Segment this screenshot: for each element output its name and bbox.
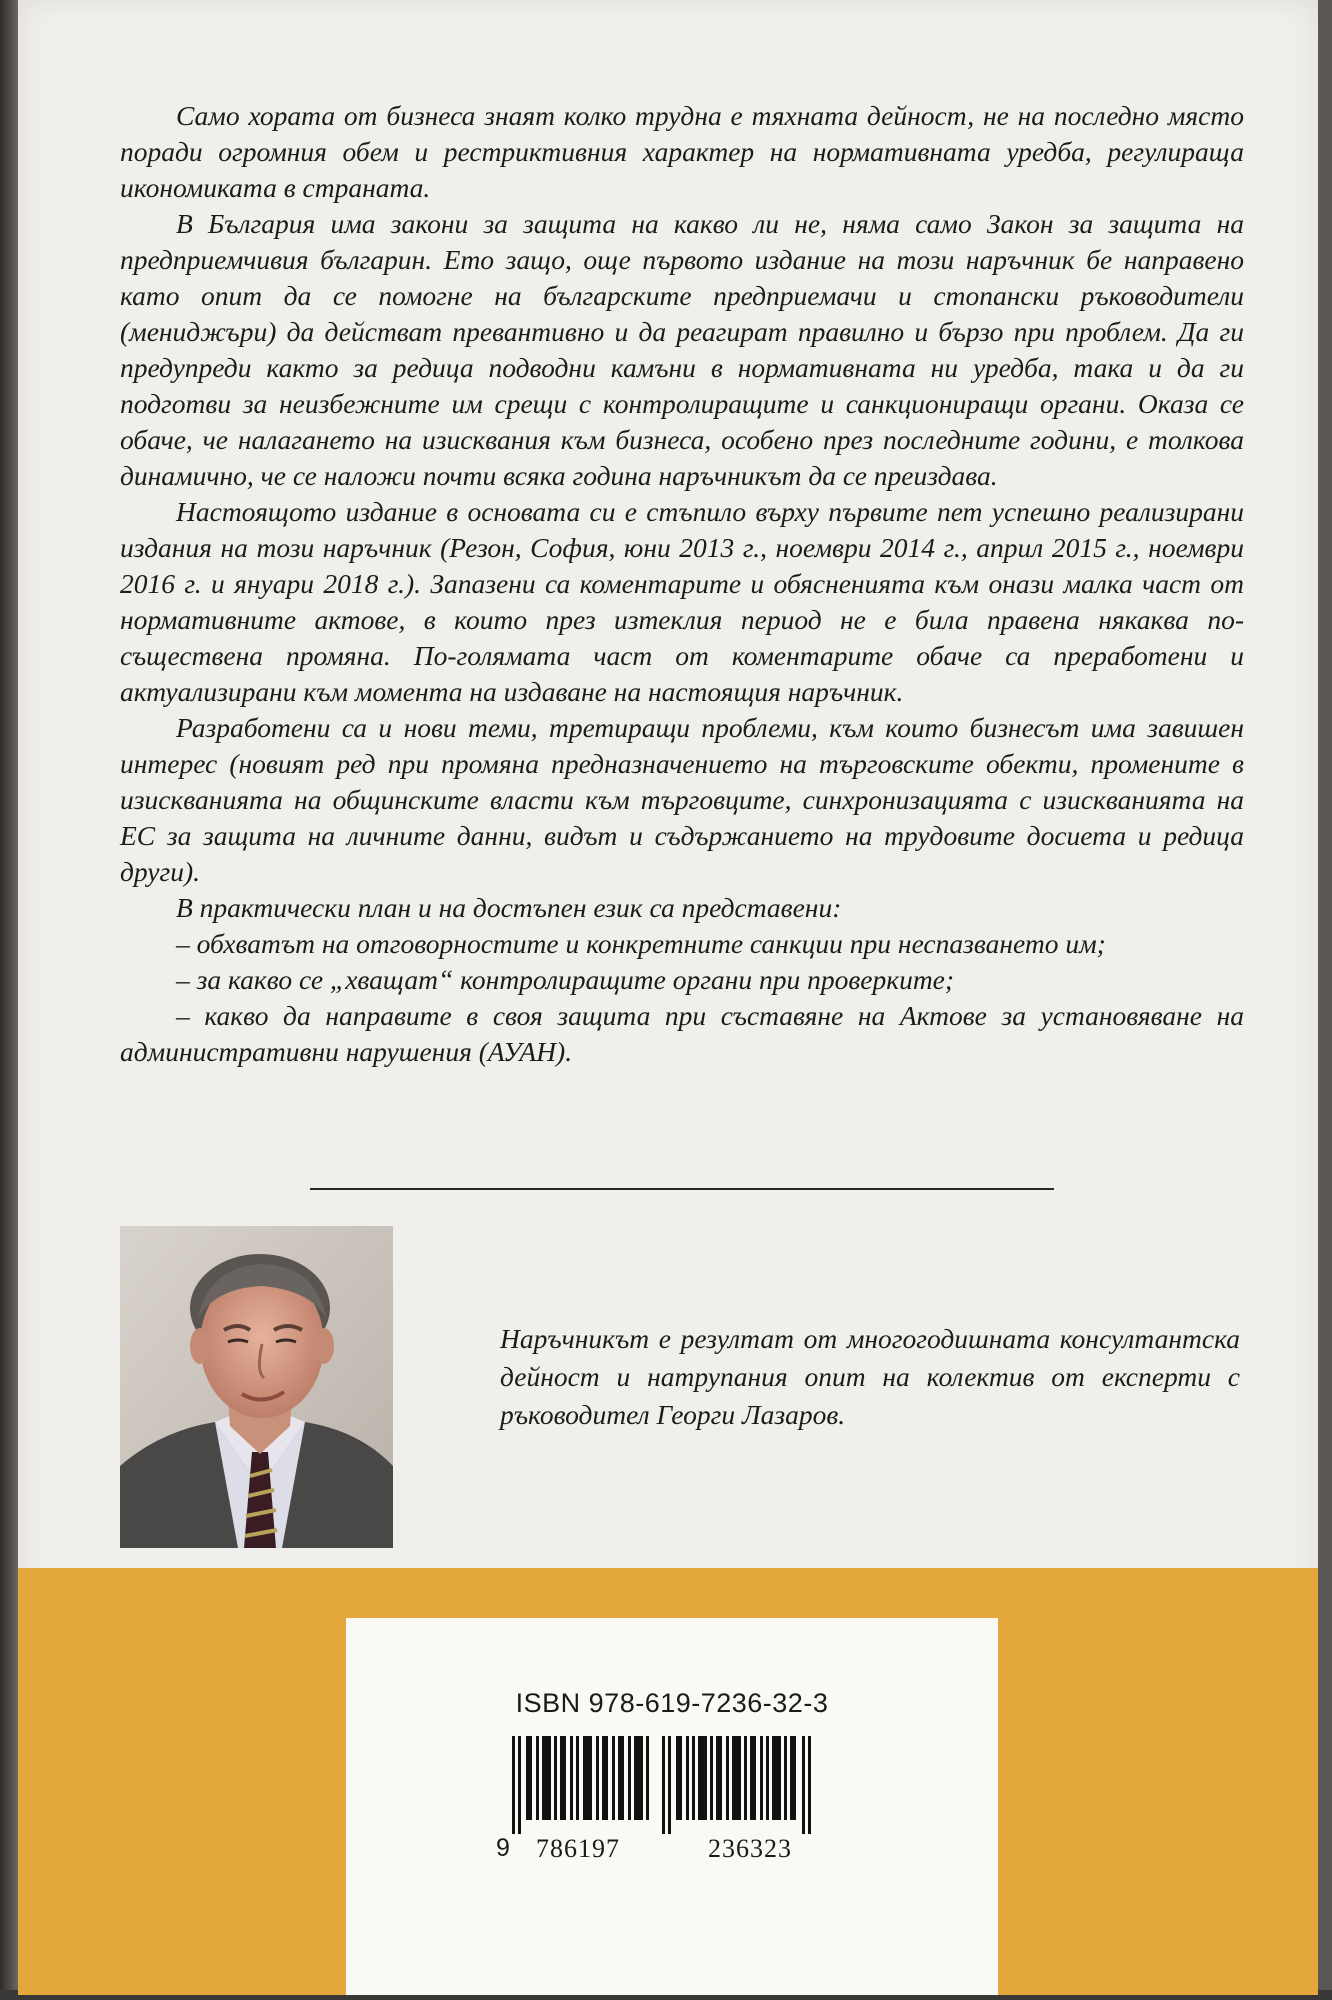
barcode-digit-first: 9 [496,1834,510,1862]
blurb-paragraph-5: В практически план и на достъпен език са представени: [176,892,842,923]
barcode-icon [512,1736,832,1834]
author-note-text: Наръчникът е резултат от многогодишната консултантска дейност и натрупания опит на колектив от експерти с ръководител Георги Лазаров. [500,1323,1240,1430]
isbn-label: ISBN 978-619-7236-32-3 [515,1688,829,1718]
backdrop-left [0,0,18,2000]
blurb-text [120,98,1244,1070]
barcode-digits-left: 786197 [536,1834,620,1863]
barcode-digits-right: 236323 [708,1834,792,1863]
section-divider [310,1188,1054,1190]
blurb-paragraph-3: Настоящото издание в основата си е стъпило върху първите пет успешно реализирани издания на този наръчник (Резон, София, юни 2013 г., ноември 2014 г., април 2015 г., ноември 2016 г. и януари 2018 г.). Запазени са коментарите и обясненията към онази малка част от нормативните актове, в които през изтеклия период не е била правена някаква по-съществена промяна. По-голямата част от коментарите обаче са преработени и актуализирани към момента на издаване на настоящия наръчник. [120,496,1244,707]
blurb-paragraph-1: Само хората от бизнеса знаят колко трудна е тяхната дейност, не на последно място поради огромния обем и рестриктивния характер на нормативната уредба, регулираща икономиката в страната. [120,100,1244,203]
barcode-panel [346,1618,998,1995]
author-photo [120,1226,393,1548]
blurb-paragraph-2: В България има закони за защита на какво ли не, няма само Закон за защита на предприемчивия българин. Ето защо, още първото издание на този наръчник бе направено като опит да се помогне на българските предприемачи и стопански ръководители (мениджъри) да действат превантивно и да реагират правилно и бързо при проблем. Да ги предупреди както за редица подводни камъни в нормативната ни уредба, така и да ги подготви за неизбежните им срещи с контролиращите и санкциониращи органи. Оказа се обаче, че налагането на изисквания към бизнеса, особено през последните години, е толкова динамично, че се наложи почти всяка година наръчникът да се преиздава. [120,208,1244,491]
blurb-paragraph-4: Разработени са и нови теми, третиращи проблеми, към които бизнесът има завишен интерес (новият ред при промяна предназначението на търговските обекти, промените в изискванията на общинските власти към търговците, синхронизацията с изискванията на ЕС за защита на личните данни, видът и съдържанието на трудовите досиета и редица други). [120,712,1244,887]
author-note [500,1320,1240,1434]
blurb-list-item-1: – обхватът на отговорностите и конкретните санкции при неспазването им; [176,928,1106,959]
blurb-list-item-2: – за какво се „хващат“ контролиращите органи при проверките; [176,964,955,995]
blurb-list-item-3: – какво да направите в своя защита при съставяне на Актове за установяване на административни нарушения (АУАН). [120,1000,1244,1067]
author-portrait-image [120,1226,393,1548]
